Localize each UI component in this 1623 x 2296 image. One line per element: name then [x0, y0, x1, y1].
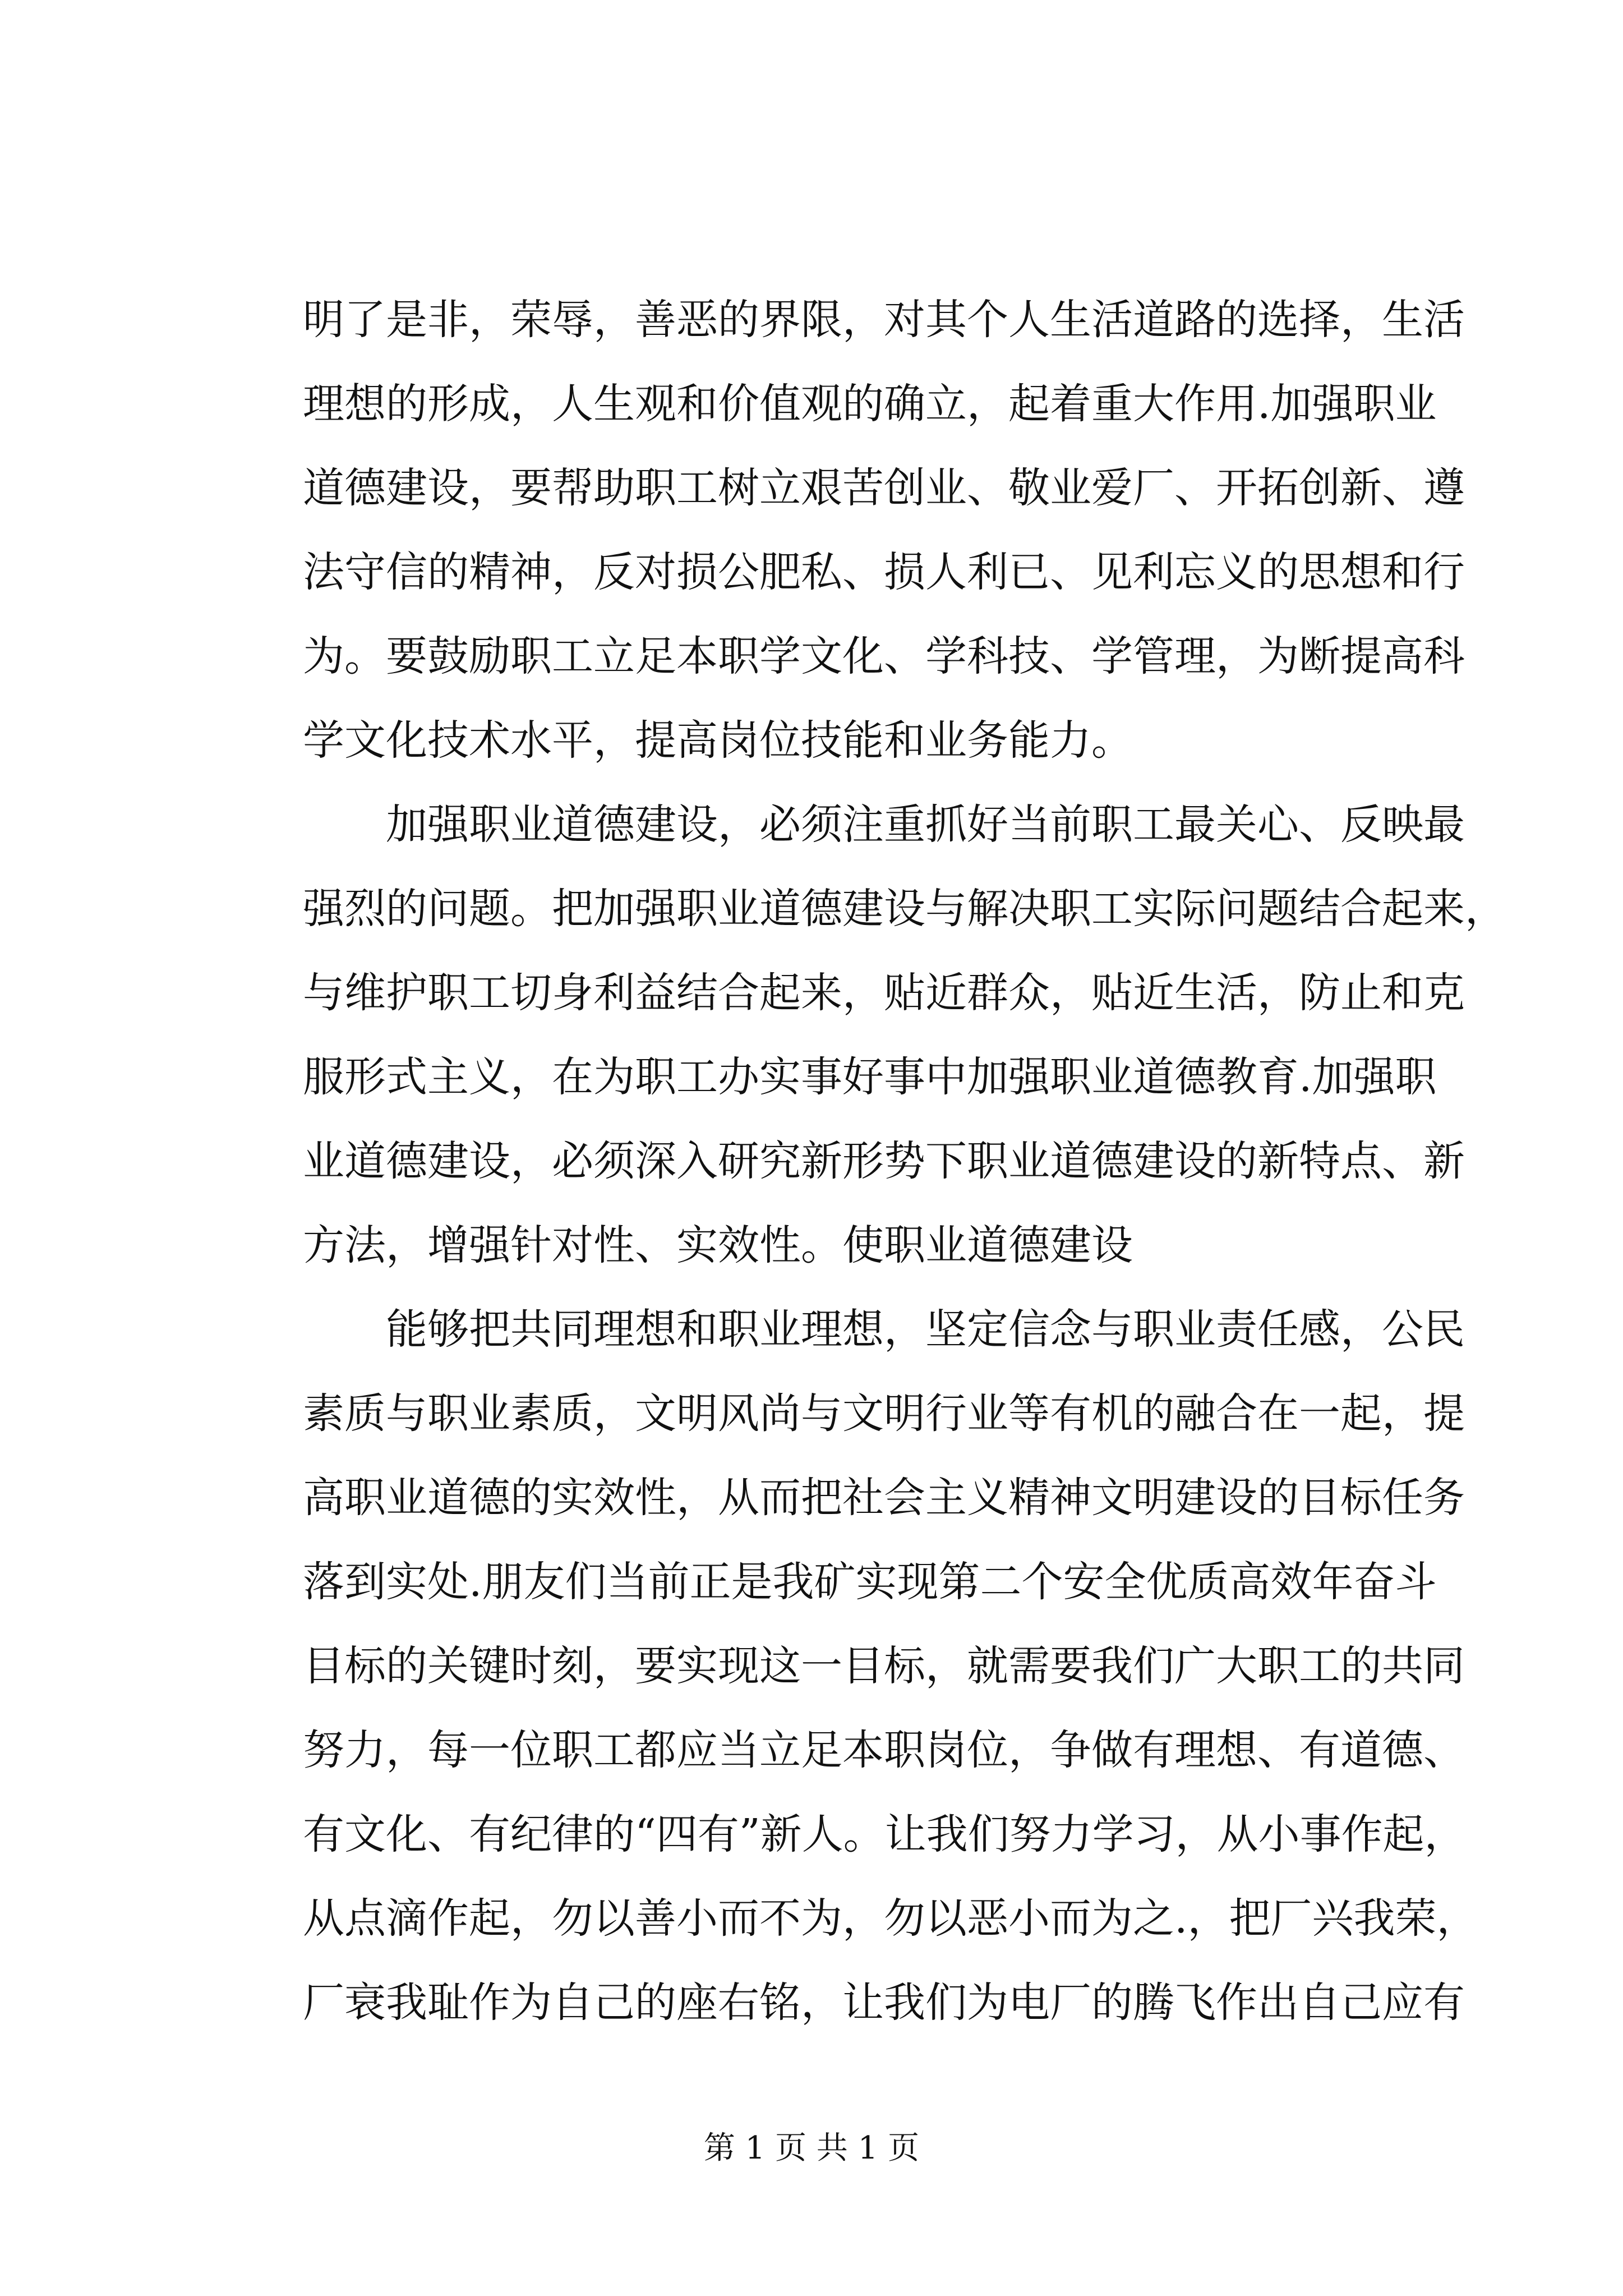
text-line: 目标的关键时刻，要实现这一目标，就需要我们广大职工的共同 [303, 1642, 1465, 1690]
text-line: 业道德建设，必须深入研究新形势下职业道德建设的新特点、新 [303, 1137, 1465, 1185]
text-line: 服形式主义，在为职工办实事好事中加强职业道德教育.加强职 [303, 1053, 1437, 1101]
text-line: 为。要鼓励职工立足本职学文化、学科技、学管理，为断提高科 [303, 632, 1465, 680]
page-footer: 第 1 页 共 1 页 [703, 2130, 920, 2166]
text-line: 加强职业道德建设，必须注重抓好当前职工最关心、反映最 [303, 800, 1465, 849]
text-line: 能够把共同理想和职业理想，坚定信念与职业责任感，公民 [303, 1305, 1465, 1354]
text-line: 有文化、有纪律的“四有”新人。让我们努力学习，从小事作起， [303, 1810, 1466, 1858]
text-line: 落到实处.朋友们当前正是我矿实现第二个安全优质高效年奋斗 [303, 1558, 1437, 1606]
text-line: 厂衰我耻作为自己的座右铭，让我们为电厂的腾飞作出自己应有 [303, 1978, 1465, 2027]
text-line: 强烈的问题。把加强职业道德建设与解决职工实际问题结合起来， [303, 885, 1506, 933]
text-line: 学文化技术水平，提高岗位技能和业务能力。 [303, 716, 1133, 765]
text-line: 从点滴作起，勿以善小而不为，勿以恶小而为之.，把厂兴我荣， [303, 1894, 1478, 1943]
text-line: 理想的形成，人生观和价值观的确立，起着重大作用.加强职业 [303, 380, 1437, 428]
text-line: 法守信的精神，反对损公肥私、损人利已、见利忘义的思想和行 [303, 548, 1465, 596]
text-line: 素质与职业素质，文明风尚与文明行业等有机的融合在一起，提 [303, 1389, 1465, 1438]
text-line: 道德建设，要帮助职工树立艰苦创业、敬业爱厂、开拓创新、遵 [303, 464, 1465, 512]
text-line: 与维护职工切身利益结合起来，贴近群众，贴近生活，防止和克 [303, 969, 1465, 1017]
text-line: 明了是非，荣辱，善恶的界限，对其个人生活道路的选择，生活 [303, 296, 1465, 344]
text-line: 努力，每一位职工都应当立足本职岗位，争做有理想、有道德、 [303, 1726, 1465, 1774]
text-line: 高职业道德的实效性，从而把社会主义精神文明建设的目标任务 [303, 1474, 1465, 1522]
text-line: 方法，增强针对性、实效性。使职业道德建设 [303, 1221, 1133, 1269]
